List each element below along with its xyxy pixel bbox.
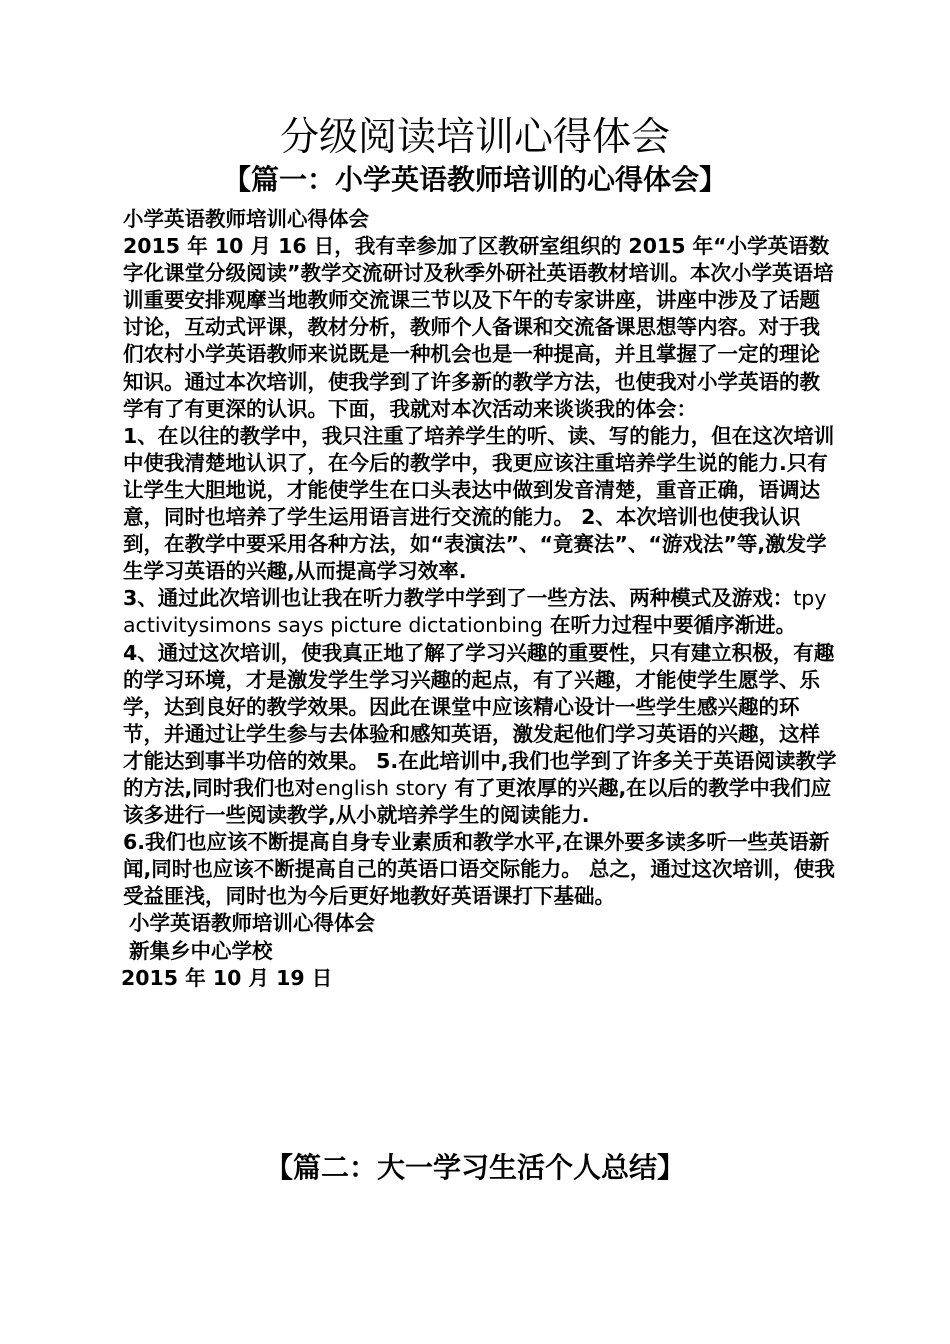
signature-title: 小学英语教师培训心得体会: [129, 911, 375, 936]
paragraph-3-text-a: 3、通过此次培训也让我在听力教学中学到了一些方法、两种模式及游戏：: [123, 586, 794, 611]
paragraph-1: 2015 年 10 月 16 日，我有幸参加了区教研室组织的 2015 年“小学英语数字化课堂分级阅读”教学交流研讨及秋季外研社英语教材培训。本次小学英语培训重要安排观摩当地教师交流课三节以及下午的专家讲座，讲座中涉及了话题讨论，互动式评课，教材分析，教师个人备课和交流备课思想等内容。对于我们农村小学英语教师来说既是一种机会也是一种提高，并且掌握了一定的理论知识。通过本次培训，使我学到了许多新的教学方法，也使我对小学英语的教学有了有更深的认识。下面，我就对本次活动来谈谈我的体会：: [123, 234, 834, 421]
paragraph-2: 1、在以往的教学中，我只注重了培养学生的听、读、写的能力，但在这次培训中使我清楚地认识了，在今后的教学中，我更应该注重培养学生说的能力.只有让学生大胆地说，才能使学生在口头表达中做到发音清楚，重音正确，语调达意，同时也培养了学生运用语言进行交流的能力。 2、本次培训也使我认识到，在教学中要采用各种方法，如“表演法”、“竟赛法”、“游戏法”等,激发学生学习英语的兴趣,从而提高学习效率.: [123, 423, 835, 584]
signature-date: 2015 年 10 月 19 日: [121, 965, 333, 990]
paragraph-3-english: tpy activitysimons says picture dictationbing: [123, 586, 827, 638]
paragraph-4-text-c: 有了更浓厚的兴趣,在以后的教学中我们应该多进行一些阅读教学,从小就培养学生的阅读能力.: [123, 775, 832, 828]
article-heading: 小学英语教师培训心得体会: [123, 207, 369, 231]
paragraph-3-text-c: 在听力过程中要循序渐进。: [542, 613, 797, 638]
paragraph-4: [115, 640, 840, 830]
document-title: 分级阅读培训心得体会: [279, 115, 670, 160]
section2-heading: 【篇二：大一学习生活个人总结】: [264, 1151, 685, 1184]
signature-school: 新集乡中心学校: [129, 938, 273, 963]
article-body: [115, 206, 840, 992]
paragraph-4-text-a: 4、通过这次培训，使我真正地了解了学习兴趣的重要性，只有建立积极，有趣的学习环境，才是激发学生学习兴趣的起点，有了兴趣，才能使学生愿学、乐学，达到良好的教学效果。因此在课堂中应该精心设计一些学生感兴趣的环节，并通过让学生参与去体验和感知英语，激发起他们学习英语的兴趣，这样才能达到事半功倍的效果。 5.在此培训中,我们也学到了许多关于英语阅读教学的方法,同时我们也对: [123, 640, 837, 800]
paragraph-3: [115, 585, 840, 639]
paragraph-4-english: english story: [315, 775, 448, 800]
paragraph-5: 6.我们也应该不断提高自身专业素质和教学水平,在课外要多读多听一些英语新闻,同时也应该不断提高自己的英语口语交际能力。 总之，通过这次培训，使我受益匪浅，同时也为今后更好地教好英语课打下基础。: [123, 830, 835, 909]
section1-heading: 【篇一：小学英语教师培训的心得体会】: [222, 163, 727, 196]
